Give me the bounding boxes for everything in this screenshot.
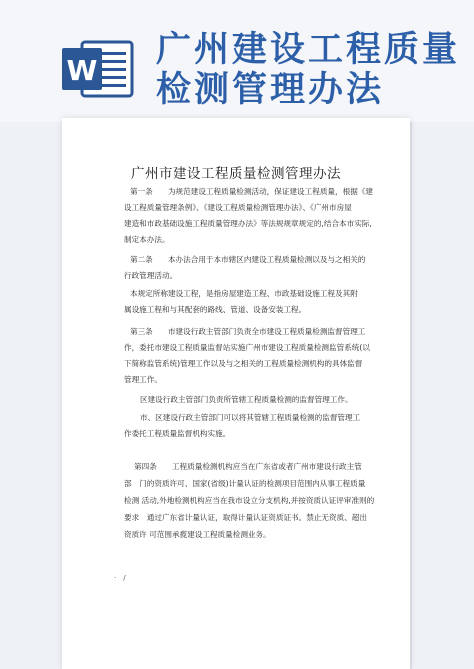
page-title-line-2: 检测管理办法 [156, 70, 385, 110]
page-mark: · / [114, 574, 126, 582]
article-4-line: 要求 通过广东省计量认证，取得计量认证资质证书。禁止无资质、超出 [124, 513, 367, 522]
article-4-line: 检测 活动,外地检测机构应当在我市设立分支机构,并按资质认证评审准则的 [124, 496, 375, 505]
article-4-line: 第四条 工程质量检测机构应当在广东省或者广州市建设行政主管 [134, 462, 362, 471]
article-3 [124, 324, 370, 388]
article-2 [124, 252, 366, 284]
article-3-clause-2-line: 市、区建设行政主管部门可以将其管辖工程质量检测的监督管理工 [140, 413, 361, 422]
article-2-clause [124, 286, 358, 318]
document-page [62, 118, 410, 669]
article-4-line: 资质许 可范围承揽建设工程质量检测业务。 [124, 530, 271, 539]
header-banner [0, 0, 474, 122]
article-3-clause-1-line: 区建设行政主管部门负责所管辖工程质量检测的监督管理工作。 [140, 395, 353, 404]
article-2-line: 第二条 本办法合用于本市辖区内建设工程质量检测以及与之相关的 [130, 255, 366, 264]
article-3-line: 作，委托市建设工程质量监督站实施广州市建设工程质量检测监管系统(以 [124, 343, 370, 352]
article-1-line: 建造和市政基础设施工程质量管理办法》等法规规章规定的,结合本市实际, [124, 219, 372, 228]
article-2-line: 行政管理活动。 [124, 271, 178, 280]
article-3-clause-2 [124, 410, 361, 442]
document-title: 广州市建设工程质量检测管理办法 [131, 166, 341, 182]
article-3-line: 管理工作。 [124, 375, 162, 384]
article-3-line: 第三条 市建设行政主管部门负责全市建设工程质量检测监督管理工 [130, 327, 366, 336]
article-4-line: 部 门的资质许可、国家(省级)计量认证的检测项目范围内从事工程质量 [124, 479, 366, 488]
article-1-line: 第一条 为规范建设工程质量检测活动，保证建设工程质量，根据《建 [130, 187, 373, 196]
article-1-line: 制定本办法。 [124, 235, 170, 244]
page-title-line-1: 广州建设工程质量 [156, 30, 461, 70]
article-4 [124, 458, 375, 543]
article-3-clause-2-line: 作委托工程质量监督机构实施。 [124, 429, 231, 438]
word-logo-letter: W [66, 54, 98, 87]
article-2-clause-line: 属设施工程和与其配套的路线、管道、设备安装工程。 [124, 305, 307, 314]
article-1 [124, 184, 373, 248]
article-2-clause-line: 本规定所称建设工程，是指房屋建造工程、市政基础设施工程及其附 [130, 289, 358, 298]
article-3-line: 下简称监管系统)管理工作以及与之相关的工程质量检测机构的具体监督 [124, 359, 363, 368]
article-1-line: 设工程质量管理条例》、《建设工程质量检测管理办法》、《广州市房屋 [124, 203, 352, 212]
article-3-clause-1 [140, 392, 353, 408]
page-title [156, 30, 461, 110]
word-icon [60, 38, 134, 100]
